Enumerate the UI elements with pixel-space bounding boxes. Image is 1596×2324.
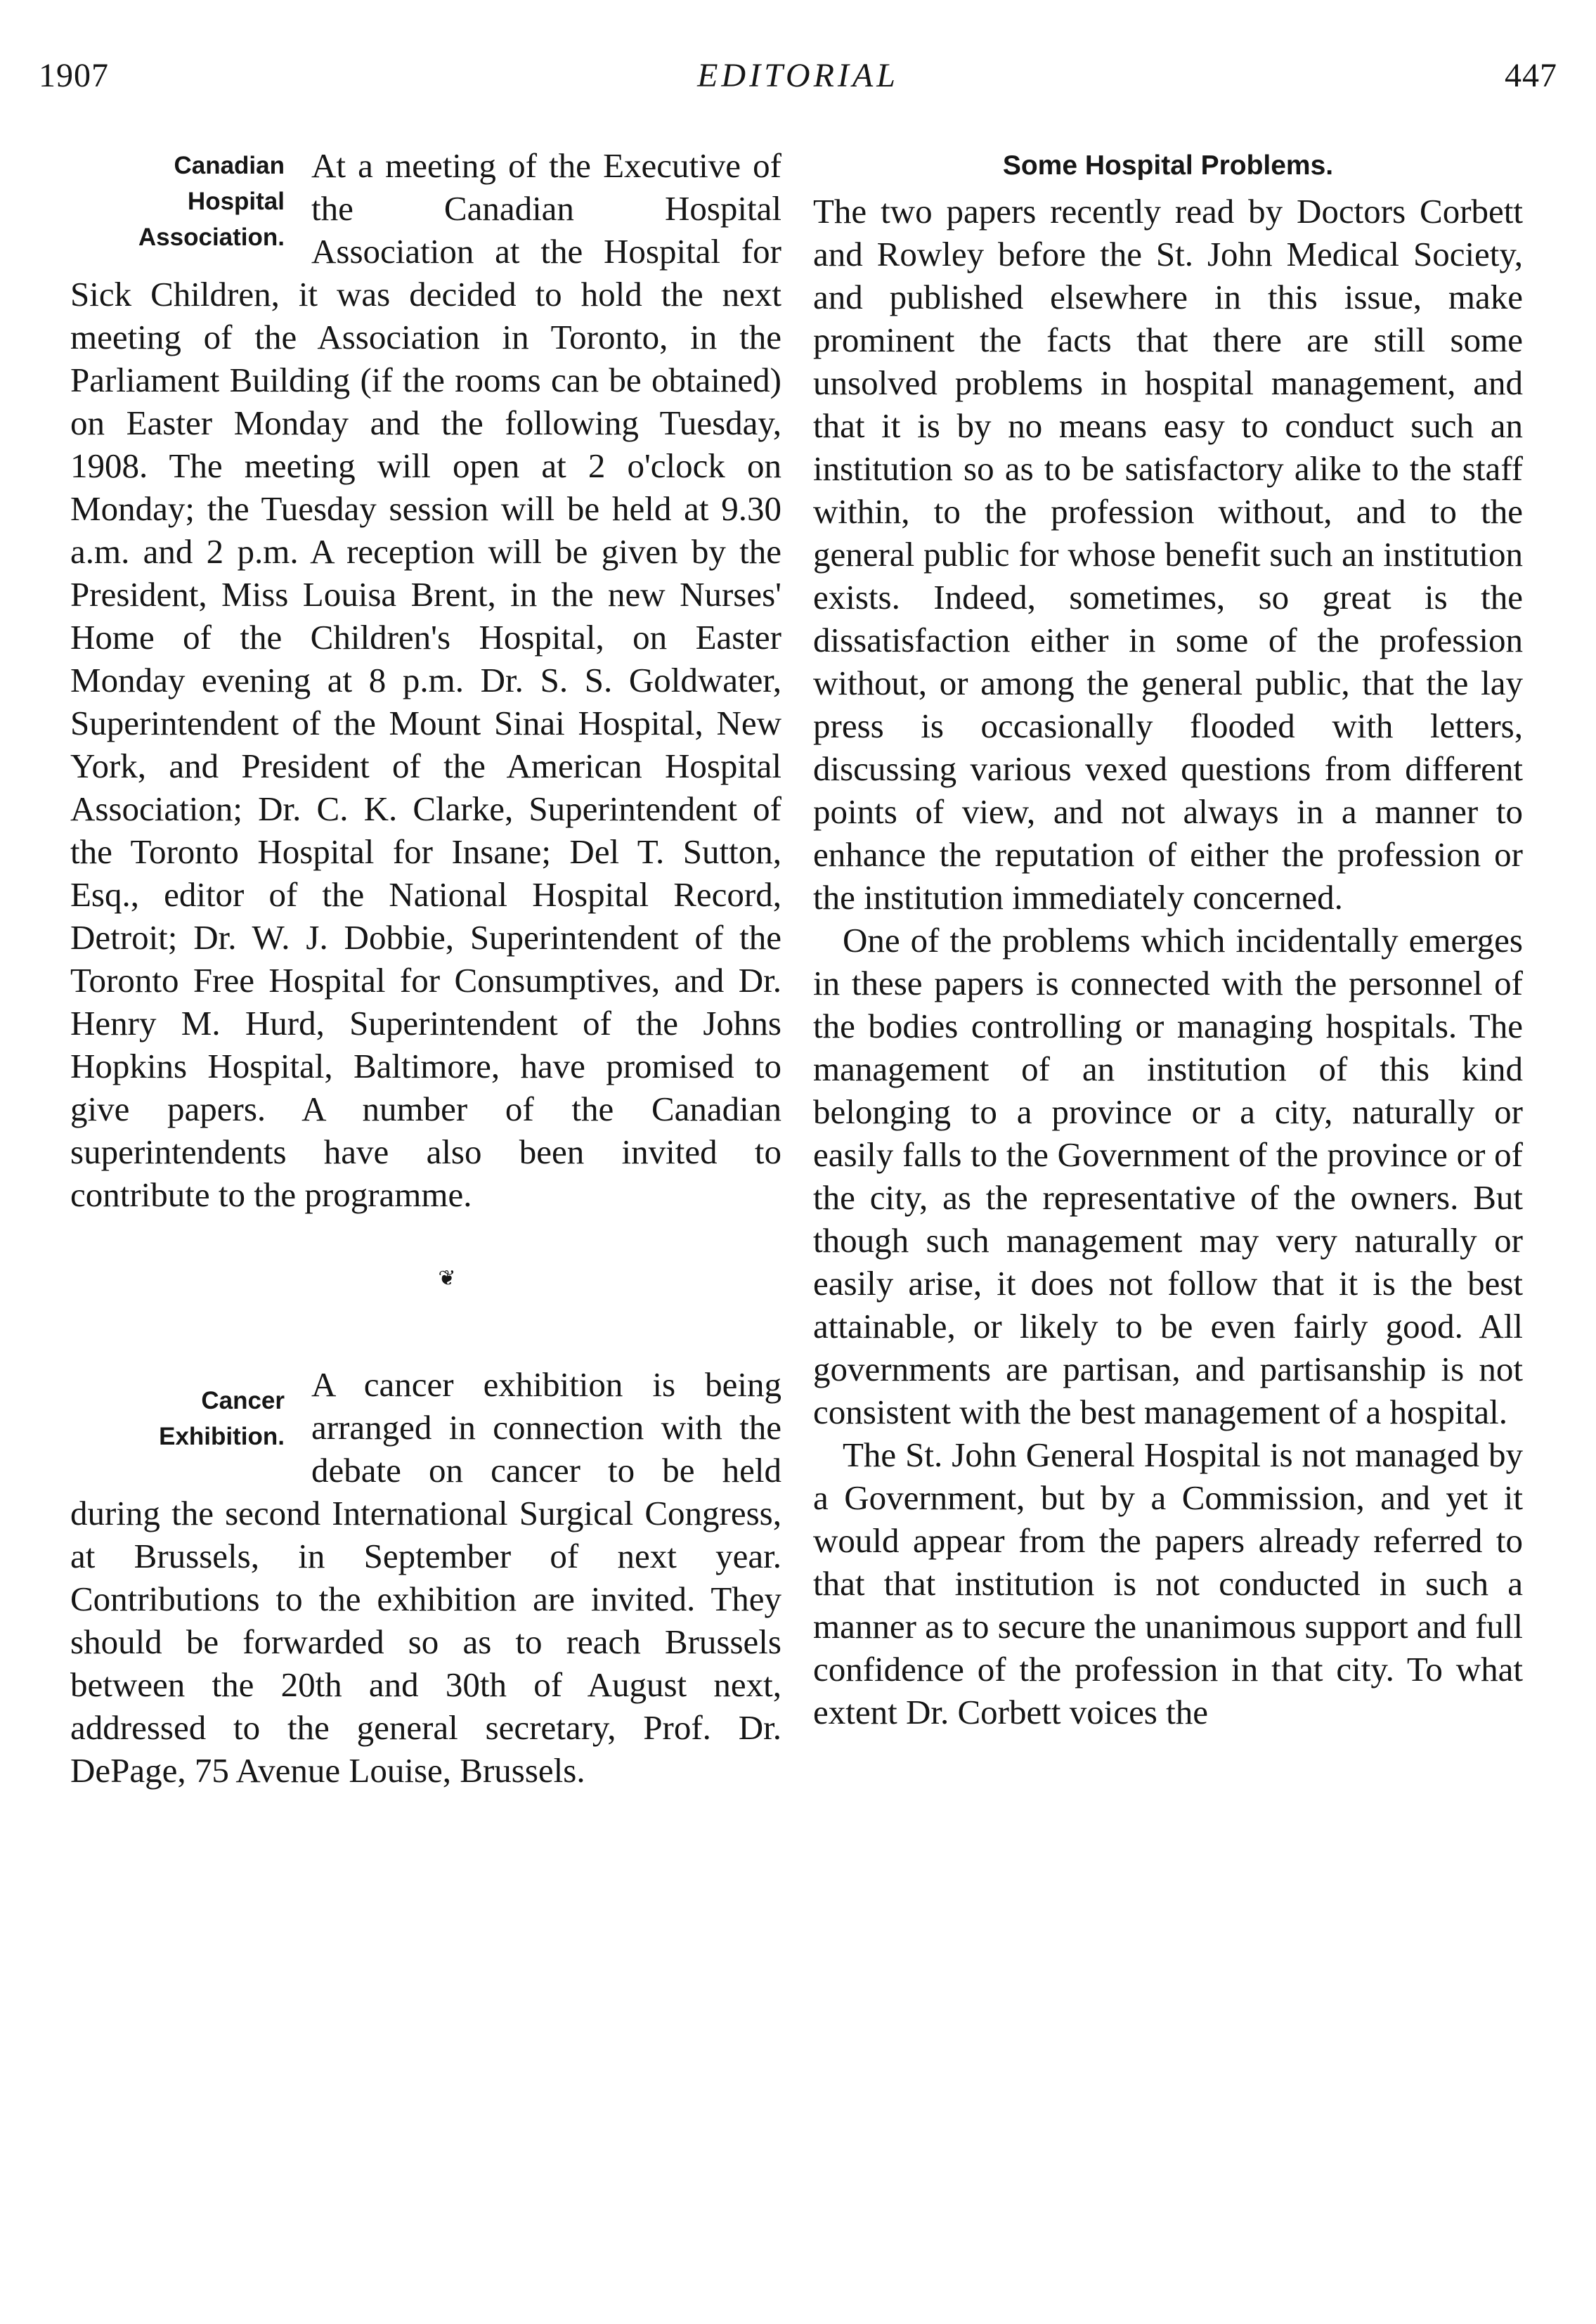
side-heading-line: Association. bbox=[138, 224, 285, 251]
section-ornament: ❦ bbox=[438, 1267, 456, 1290]
paragraph: One of the problems which incidentally emerges in these papers is connected with the personnel of the bodies controlling or managing hospitals. The management of an institution of this kind belonging to a province or a city, naturally or easily falls to the Government of the province or of the city, as the representative of the owners. But though such management may very naturally or easily arise, it does not follow that it is the best attainable, or likely to be even fairly good. All governments are partisan, and partisanship is not consistent with the best management of a hospital. bbox=[813, 921, 1523, 1431]
left-column bbox=[70, 144, 781, 1792]
side-heading-line: Exhibition. bbox=[159, 1423, 285, 1450]
side-heading-cancer-exhibition bbox=[70, 1383, 285, 1454]
side-heading-line: Cancer bbox=[201, 1387, 285, 1414]
running-title: EDITORIAL bbox=[697, 57, 899, 94]
paragraph-cancer-exhibition: A cancer exhibition is being arranged in connection with the debate on cancer to be held during the second International Surgical Congress, at Brussels, in September of next year. Contributions to the exhibition are invited. They should be forwarded so as to reach Brussels between the 20th and 30th of August next, addressed to the general secretary, Prof. Dr. DePage, 75 Avenue Louise, Brussels. bbox=[70, 1365, 781, 1790]
right-column bbox=[813, 144, 1523, 1734]
page-header bbox=[0, 56, 1596, 98]
paragraph: The St. John General Hospital is not managed by a Government, but by a Commission, and yet it would appear from the papers already referred to that that institution is not conducted in such a manner as to secure the unanimous support and full confidence of the profession in that city. To what extent Dr. Corbett voices the bbox=[813, 1435, 1523, 1731]
side-heading-line: Canadian bbox=[174, 152, 285, 179]
paragraph-hospital-association-meeting: At a meeting of the Executive of the Canadian Hospital Association at the Hospital for Sick Children, it was decided to hold the next meeting of the Association in Toronto, in the Parliament Building (if the rooms can be obtained) on Easter Monday and the following Tuesday, 1908. The meeting will open at 2 o'clock on Monday; the Tuesday session will be held at 9.30 a.m. and 2 p.m. A reception will be given by the President, Miss Louisa Brent, in the new Nurses' Home of the Children's Hospital, on Easter Monday evening at 8 p.m. Dr. S. S. Goldwater, Superintendent of the Mount Sinai Hospital, New York, and President of the American Hospital Association; Dr. C. K. Clarke, Superintendent of the Toronto Hospital for Insane; Del T. Sutton, Esq., editor of the National Hospital Record, Detroit; Dr. W. J. Dobbie, Superintendent of the Toronto Free Hospital for Consumptives, and Dr. Henry M. Hurd, Superintendent of the Johns Hopkins Hospital, Baltimore, have promised to give papers. A number of the Canadian superintendents have also been invited to contribute to the programme. bbox=[70, 146, 781, 1214]
side-heading-canadian-hospital-association bbox=[70, 148, 285, 255]
side-heading-line: Hospital bbox=[187, 188, 285, 215]
paragraph: The two papers recently read by Doctors Corbett and Rowley before the St. John Medical Society, and published elsewhere in this issue, make prominent the facts that there are still some unsolved problems in hospital management, and that it is by no means easy to conduct such an institution so as to be satisfactory alike to the staff within, to the profession without, and to the general public for whose benefit such an institution exists. Indeed, sometimes, so great is the dissatisfaction either in some of the profession without, or among the general public, that the lay press is occasionally flooded with letters, discussing various vexed questions from different points of view, and not always in a manner to enhance the reputation of either the profession or the institution immediately concerned. bbox=[813, 192, 1523, 917]
header-year: 1907 bbox=[39, 57, 109, 94]
page-number: 447 bbox=[1505, 57, 1557, 94]
section-title-hospital-problems: Some Hospital Problems. bbox=[1002, 150, 1334, 181]
